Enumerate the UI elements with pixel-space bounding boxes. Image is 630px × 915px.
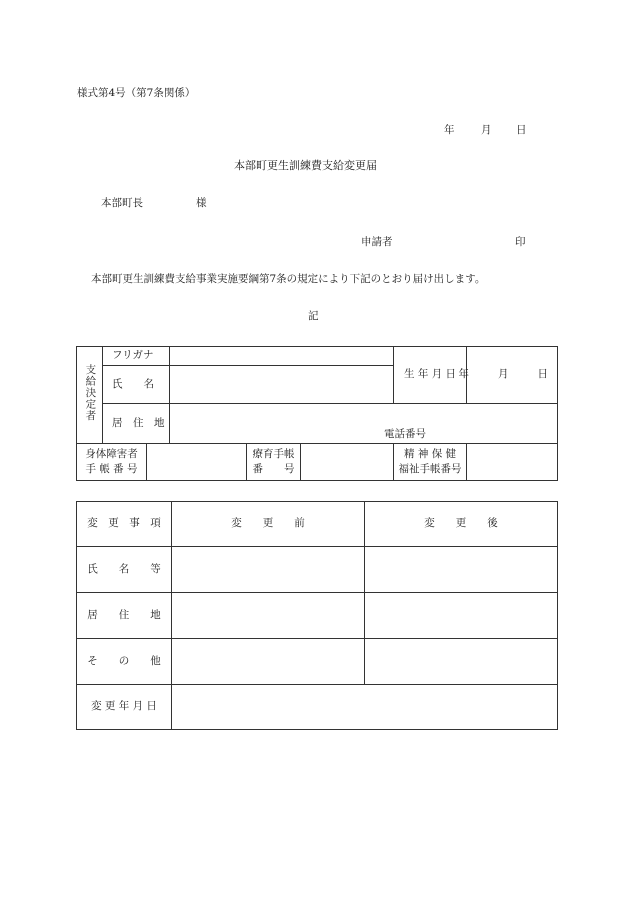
physical-disability-label <box>77 444 147 481</box>
name-label: 氏 名 <box>103 366 170 404</box>
furigana-field[interactable] <box>170 347 394 366</box>
recipient-group-cell <box>77 347 103 444</box>
phone-label: 電話番号 <box>384 428 427 441</box>
col-after: 変 更 後 <box>365 502 558 547</box>
furigana-label: フリガナ <box>103 347 170 366</box>
row-address-before[interactable] <box>172 593 365 639</box>
date-day-label: 日 <box>516 124 527 136</box>
form-number: 様式第4号（第7条関係） <box>77 87 196 99</box>
changes-table <box>76 501 558 730</box>
ryoiku-label-line1: 療育手帳 <box>252 447 295 460</box>
address-label: 居 住 地 <box>103 404 170 444</box>
row-name-label: 氏 名 等 <box>77 547 172 593</box>
ryoiku-label <box>247 444 301 481</box>
document-title: 本部町更生訓練費支給変更届 <box>234 159 377 172</box>
birthdate-month: 月 <box>498 368 509 381</box>
row-address-after[interactable] <box>365 593 558 639</box>
row-other-before[interactable] <box>172 639 365 685</box>
mental-health-field[interactable] <box>467 444 558 481</box>
row-other-after[interactable] <box>365 639 558 685</box>
date-month-label: 月 <box>481 124 492 136</box>
col-change-item: 変 更 事 項 <box>77 502 172 547</box>
addressee-honorific: 様 <box>196 197 207 209</box>
change-date-field[interactable] <box>172 685 558 730</box>
addressee: 本部町長 <box>101 197 143 209</box>
recipient-group-label: 支給決定者 <box>84 363 97 422</box>
row-other-label: そ の 他 <box>77 639 172 685</box>
row-address-label: 居 住 地 <box>77 593 172 639</box>
name-field[interactable] <box>170 366 394 404</box>
ryoiku-field[interactable] <box>301 444 394 481</box>
applicant-label: 申請者 <box>361 236 393 248</box>
birthdate-label: 生 年 月 日 <box>394 347 467 404</box>
birthdate-year: 年 <box>458 368 470 381</box>
statement: 本部町更生訓練費支給事業実施要綱第7条の規定により下記のとおり届け出します。 <box>91 273 486 285</box>
physical-disability-label-line2: 手 帳 番 号 <box>85 463 138 475</box>
address-field[interactable] <box>170 404 558 444</box>
mental-health-label <box>394 444 467 481</box>
mental-health-label-line2: 福祉手帳番号 <box>398 463 462 475</box>
birthdate-day: 日 <box>537 368 549 381</box>
physical-disability-label-line1: 身体障害者 <box>85 447 138 460</box>
row-name-after[interactable] <box>365 547 558 593</box>
physical-disability-field[interactable] <box>147 444 247 481</box>
ryoiku-label-line2: 番 号 <box>252 463 295 475</box>
ki-label: 記 <box>308 310 319 322</box>
change-date-label: 変 更 年 月 日 <box>77 685 172 730</box>
recipient-table <box>76 346 558 481</box>
birthdate-field[interactable] <box>458 347 558 404</box>
date-year-label: 年 <box>444 124 455 136</box>
col-before: 変 更 前 <box>172 502 365 547</box>
mental-health-label-line1: 精 神 保 健 <box>404 447 457 460</box>
row-name-before[interactable] <box>172 547 365 593</box>
seal-mark: 印 <box>515 236 526 248</box>
